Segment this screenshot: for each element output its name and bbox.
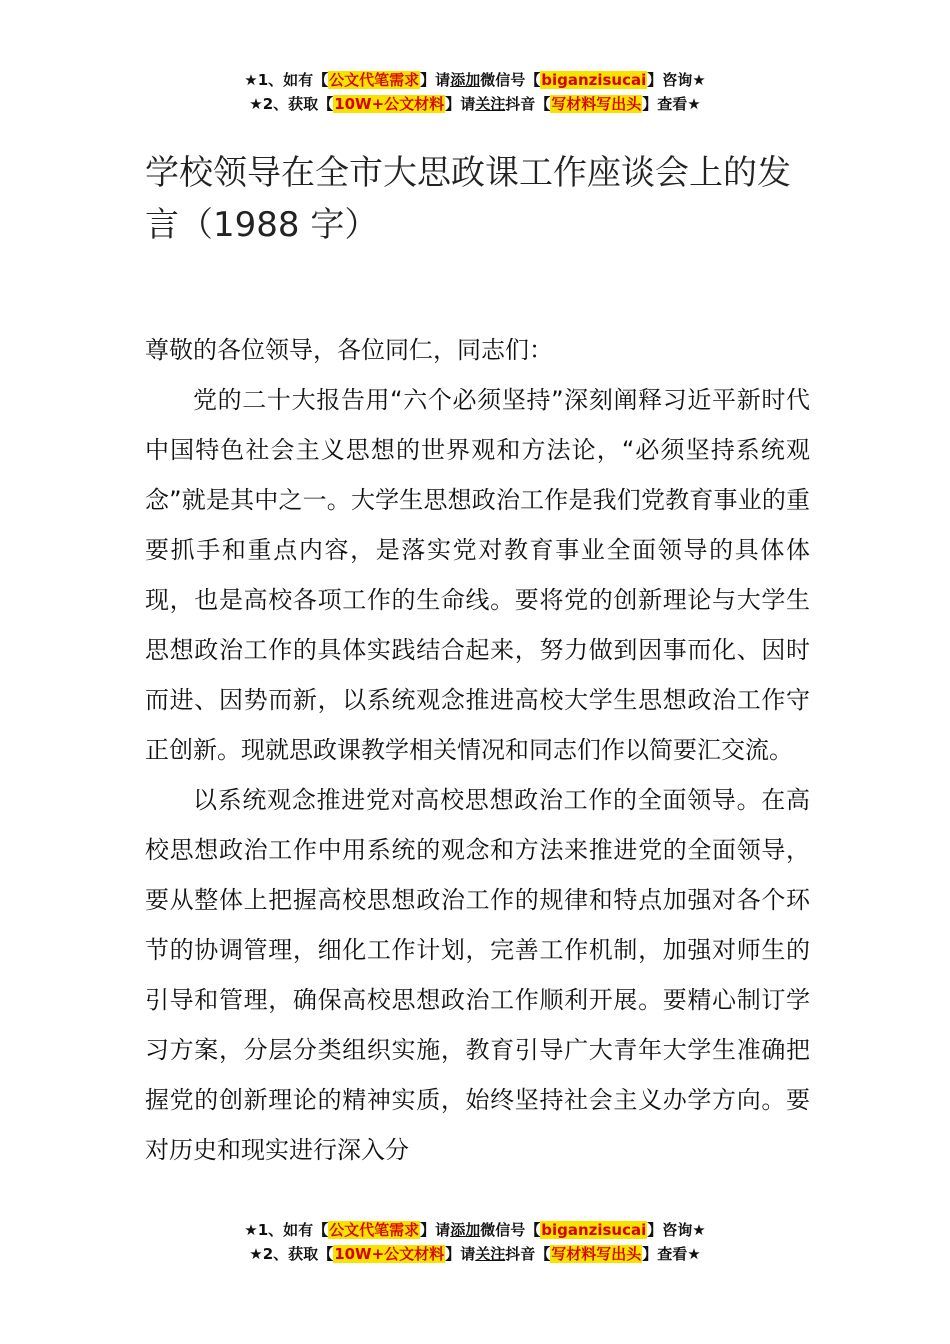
highlight-text: 10W+公文材料 [334,1245,445,1263]
banner-line-2 [0,1242,950,1266]
highlight-text: 公文代笔需求 [329,71,420,89]
banner-text: ★2、获取【 [249,95,334,113]
banner-text: 】请 [420,1221,451,1239]
footer-banner [0,1218,950,1266]
highlight-text: 10W+公文材料 [334,95,445,113]
banner-text: 】咨询★ [647,1221,706,1239]
banner-line-1 [0,68,950,92]
highlight-text: 公文代笔需求 [329,1221,420,1239]
banner-text: 添加 [450,1221,481,1239]
banner-text: ★1、如有【 [244,1221,329,1239]
banner-text: 】请 [445,1245,476,1263]
header-banner [0,68,950,116]
banner-text: 】请 [445,95,476,113]
paragraph-2: 以系统观念推进党对高校思想政治工作的全面领导。在高校思想政治工作中用系统的观念和方法来推进党的全面领导，要从整体上把握高校思想政治工作的规律和特点加强对各个环节的协调管理，细化工作计划，完善工作机制，加强对师生的引导和管理，确保高校思想政治工作顺利开展。要精心制订学习方案，分层分类组织实施，教育引导广大青年大学生准确把握党的创新理论的精神实质，始终坚持社会主义办学方向。要对历史和现实进行深入分 [145,786,810,1164]
banner-text: 抖音【 [505,1245,551,1263]
banner-text: 】咨询★ [647,71,706,89]
banner-text: ★2、获取【 [249,1245,334,1263]
document-body [145,325,810,1175]
douyin-account: 写材料写出头 [551,95,642,113]
paragraph-1: 党的二十大报告用“六个必须坚持”深刻阐释习近平新时代中国特色社会主义思想的世界观和方法论，“必须坚持系统观念”就是其中之一。大学生思想政治工作是我们党教育事业的重要抓手和重点内容，是落实党对教育事业全面领导的具体体现，也是高校各项工作的生命线。要将党的创新理论与大学生思想政治工作的具体实践结合起来，努力做到因事而化、因时而进、因势而新，以系统观念推进高校大学生思想政治工作守正创新。现就思政课教学相关情况和同志们作以简要汇交流。 [145,386,810,764]
banner-text: 抖音【 [505,95,551,113]
banner-text: 微信号【 [480,1221,541,1239]
banner-line-1 [0,1218,950,1242]
banner-text: 关注 [475,95,506,113]
douyin-account: 写材料写出头 [551,1245,642,1263]
document-title: 学校领导在全市大思政课工作座谈会上的发言（1988 字） [145,152,791,245]
banner-text: 微信号【 [480,71,541,89]
banner-text: 】查看★ [642,95,701,113]
wechat-id: biganzisucai [541,1221,647,1239]
banner-text: 关注 [475,1245,506,1263]
banner-text: 】查看★ [642,1245,701,1263]
banner-text: 】请 [420,71,451,89]
salutation: 尊敬的各位领导，各位同仁，同志们： [145,336,553,364]
banner-text: ★1、如有【 [244,71,329,89]
wechat-id: biganzisucai [541,71,647,89]
banner-text: 添加 [450,71,481,89]
banner-line-2 [0,92,950,116]
